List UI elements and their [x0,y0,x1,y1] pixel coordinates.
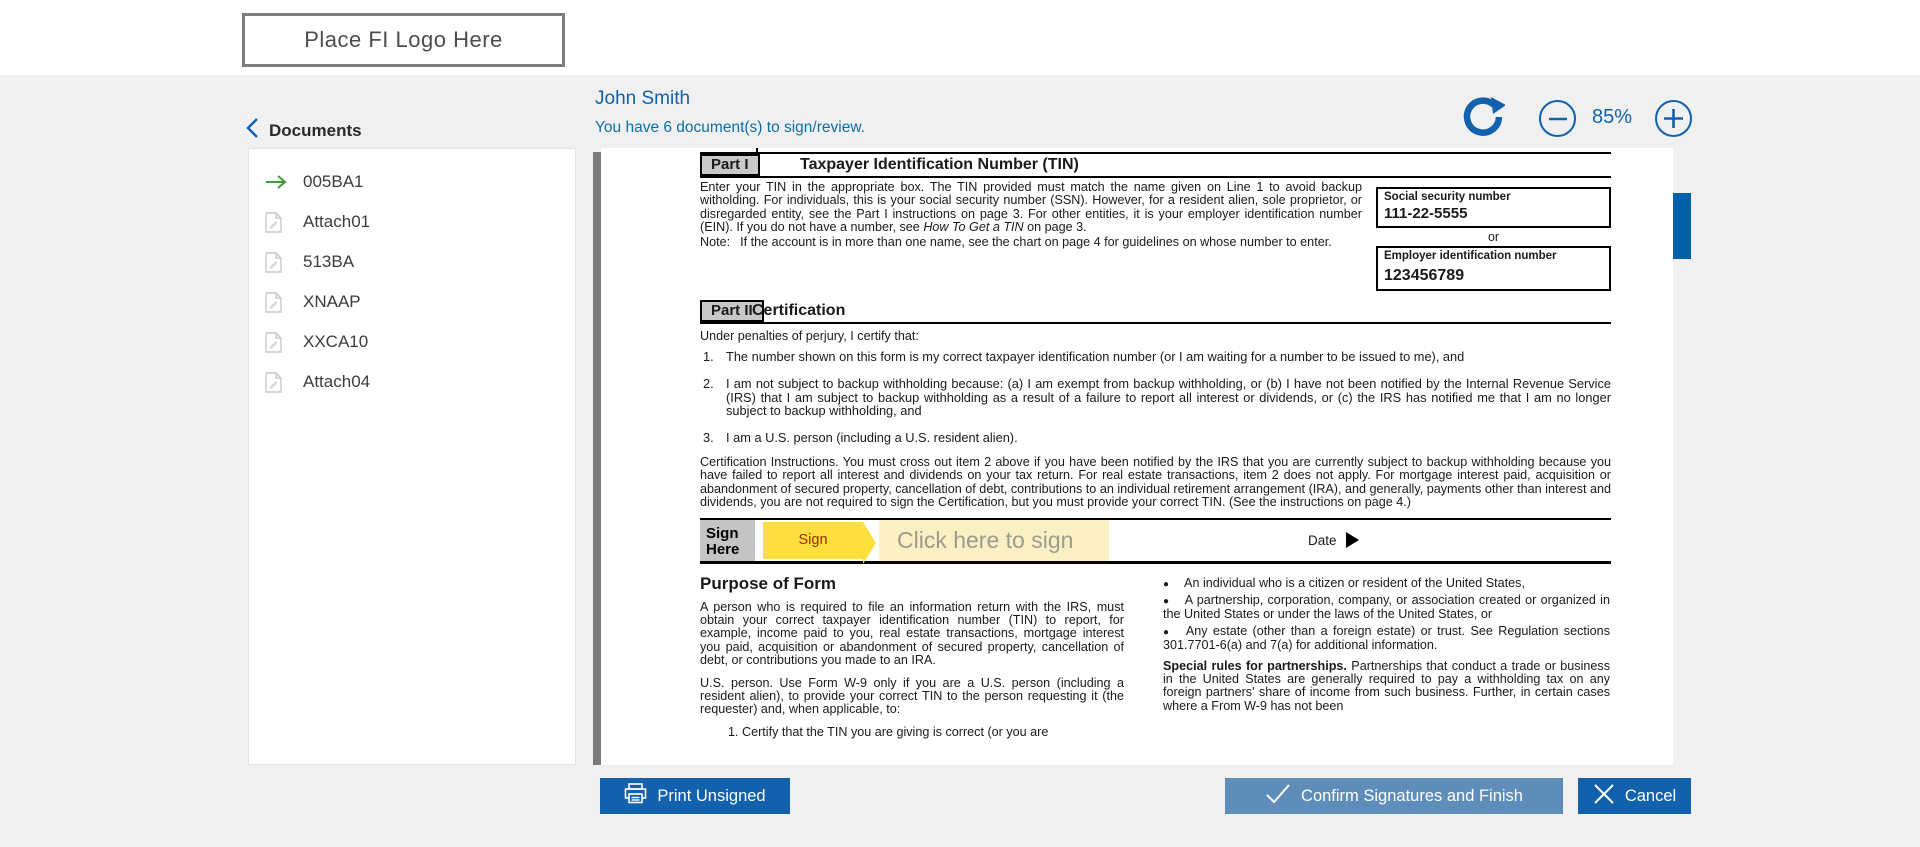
document-pencil-icon [265,332,291,353]
document-item-label: 005BA1 [303,172,364,191]
sign-tab-button[interactable]: Sign [763,522,863,559]
zoom-out-button[interactable] [1539,100,1576,137]
ein-value: 123456789 [1384,267,1465,284]
zoom-in-button[interactable] [1655,100,1692,137]
ein-box [1376,246,1611,291]
ssn-label: Social security number [1384,191,1511,203]
document-pencil-icon [265,372,291,393]
ssn-box [1376,187,1611,228]
certification-instructions: Certification Instructions. You must cross out item 2 above if you have been notified by the IRS that you are currently subject to backup withholding because you have failed to report all interest and dividends on your tax return. For real estate transactions, item 2 does not apply. For mortgage interest paid, acquisition or abandonment of secured property, cancellation of debt, contributions to an individual retirement arrangement (IRA), and generally, payments other than interest and dividends, you are not required to sign the Certification, but you must provide your correct TIN. (See the instructions on page 4.) [700,454,1611,510]
zoom-level: 85% [1591,106,1633,128]
x-icon [1593,783,1615,810]
purpose-bullet-1: ● An individual who is a citizen or resident of the United States, [1163,577,1610,591]
document-list [248,148,576,765]
refresh-icon [1461,95,1505,139]
plus-icon [1664,109,1683,128]
document-item-Attach04[interactable] [249,362,575,402]
part2-header [700,300,1611,324]
document-pencil-icon [265,212,291,233]
part2-title: Certification [752,302,846,319]
part1-note: Note: If the account is in more than one name, see the chart on page 4 for guidelines on whose number to enter. [700,234,1332,249]
cancel-button[interactable] [1578,778,1691,814]
refresh-button[interactable] [1461,95,1505,139]
document-item-label: Attach04 [303,372,371,391]
document-item-label: 513BA [303,252,355,271]
confirm-signatures-label: Confirm Signatures and Finish [1301,786,1523,805]
special-rules-paragraph: Special rules for partnerships. Partnerships that conduct a trade or business in the United States are generally required to pay a withholding tax on any foreign partners' share of income from such business. Further, in certain cases where a From W-9 has not been [1163,658,1610,713]
status-message: You have 6 document(s) to sign/review. [595,119,865,136]
signature-row [700,518,1611,564]
ein-label: Employer identification number [1384,250,1557,262]
back-to-documents-button[interactable] [246,117,362,144]
part1-label: Part I [700,154,760,176]
part1-header [700,154,1611,178]
document-pencil-icon [265,252,291,273]
purpose-section [700,574,1611,740]
check-icon [1265,783,1291,810]
part1-body: Enter your TIN in the appropriate box. The TIN provided must match the name given on Line 1 to avoid backup witholding. For individuals, this is your social security number (SSN). However, for a resident alien, sole proprietor, or disregarded entity, see the Part I instructions on page 3. For other entities, it is your employer identification number (EIN). If you do not have a number, see How To Get a TIN on page 3. [700,180,1362,235]
document-item-label: XXCA10 [303,332,369,351]
document-item-513BA[interactable] [249,242,575,282]
purpose-list-item-1: 1. Certify that the TIN you are giving is correct (or you are [728,724,1049,739]
certification-item-2: 2. I am not subject to backup withholding because: (a) I am exempt from backup withholding, or (b) I have not been notified by the Internal Revenue Service (IRS) that I am subject to backup withholding as a result of a failure to report all interest or dividends, or (c) the IRS has notified me that I am no longer subject to backup withholding, and [703,375,1611,419]
sign-here-stamp: Sign Here [700,520,755,561]
user-name: John Smith [595,88,691,109]
print-unsigned-label: Print Unsigned [657,786,766,805]
document-item-label: XNAAP [303,292,361,311]
date-label: Date [1308,532,1337,548]
document-pencil-icon [265,292,291,313]
purpose-title: Purpose of Form [700,573,837,593]
back-label: Documents [269,120,362,140]
document-item-XXCA10[interactable] [249,322,575,362]
certification-item-3: 3. I am a U.S. person (including a U.S. resident alien). [703,430,1018,446]
purpose-bullet-3: ● Any estate (other than a foreign estate) or trust. See Regulation sections 301.7701-6(a) and 7(a) for additional information. [1163,625,1610,653]
certification-item-1: 1. The number shown on this form is my correct taxpayer identification number (or I am waiting for a number to be issued to me), and [703,349,1465,364]
part2-label: Part II [700,300,764,322]
signature-field[interactable]: Click here to sign [879,520,1109,561]
part1-title: Taxpayer Identification Number (TIN) [800,156,1079,173]
chevron-left-icon [246,117,259,144]
date-field [1308,532,1359,548]
minus-icon [1549,117,1567,121]
cancel-label: Cancel [1624,786,1677,805]
fi-logo-placeholder: Place FI Logo Here [242,13,565,67]
current-document-arrow-icon [265,175,291,189]
purpose-paragraph-2: U.S. person. Use Form W-9 only if you are a U.S. person (including a resident alien), to provide your correct TIN to the person requesting it (the requester) and, when applicable, to: [700,675,1124,717]
viewer-left-edge [593,152,601,765]
date-arrow-icon [1346,532,1359,548]
document-item-label: Attach01 [303,212,371,231]
document-item-005BA1[interactable] [249,162,575,202]
print-unsigned-button[interactable] [600,778,790,814]
ssn-value: 111-22-5555 [1384,205,1468,222]
document-item-XNAAP[interactable] [249,282,575,322]
confirm-signatures-button[interactable] [1225,778,1563,814]
certification-intro: Under penalties of perjury, I certify that: [700,329,919,343]
printer-icon [624,783,647,809]
top-bar [0,0,1920,75]
w9-form [700,148,1611,739]
purpose-paragraph-1: A person who is required to file an information return with the IRS, must obtain your correct taxpayer identification number (TIN) to report, for example, income paid to you, real estate transactions, mortgage interest you paid, acquisition or abandonment of secured property, cancellation of debt, or contributions you made to an IRA. [700,599,1124,668]
document-page [601,148,1673,765]
document-item-Attach01[interactable] [249,202,575,242]
scrollbar-thumb[interactable] [1673,193,1691,259]
purpose-bullet-2: ● A partnership, corporation, company, or association created or organized in the United States or under the laws of the United States, or [1163,594,1610,622]
or-separator: or [1487,230,1500,244]
